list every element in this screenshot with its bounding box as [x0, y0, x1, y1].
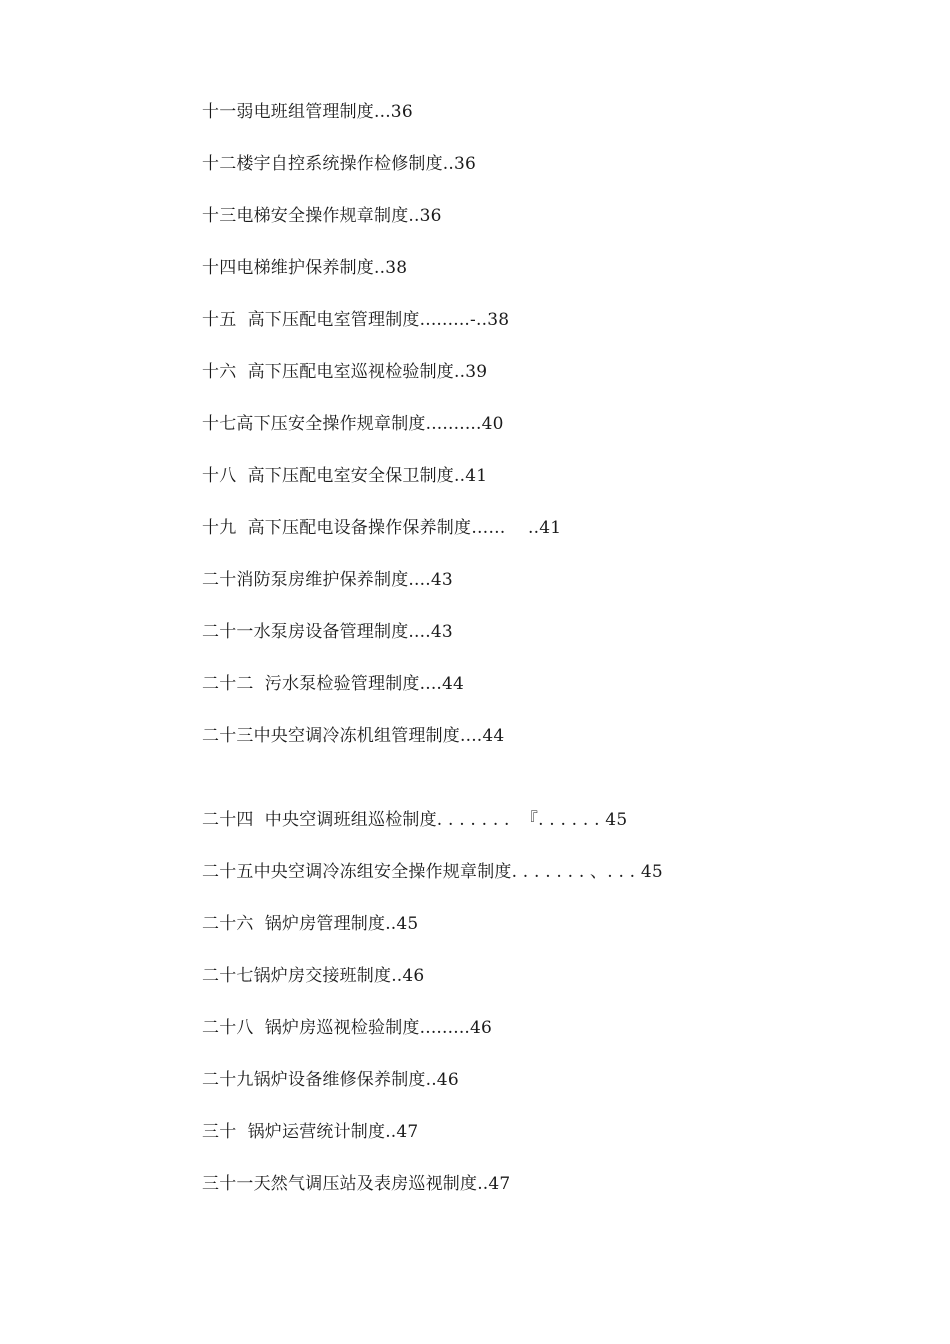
toc-entry: 三十一天然气调压站及表房巡视制度..47 [202, 1174, 511, 1194]
toc-entry: 十九 高下压配电设备操作保养制度…… ..41 [202, 518, 562, 538]
toc-entry: 二十四 中央空调班组巡检制度. . . . . . . 『. . . . . . 45 [202, 810, 628, 830]
toc-entry: 二十八 锅炉房巡视检验制度.........46 [202, 1018, 493, 1038]
table-of-contents [202, 96, 902, 1220]
toc-entry: 十四电梯维护保养制度..38 [202, 258, 408, 278]
toc-entry: 三十 锅炉运营统计制度..47 [202, 1122, 419, 1142]
toc-entry: 二十消防泵房维护保养制度....43 [202, 570, 453, 590]
toc-entry: 二十一水泵房设备管理制度....43 [202, 622, 453, 642]
toc-entry: 十二楼宇自控系统操作检修制度..36 [202, 154, 477, 174]
toc-entry: 二十九锅炉设备维修保养制度..46 [202, 1070, 459, 1090]
toc-entry: 二十五中央空调冷冻组安全操作规章制度. . . . . . . 、. . . 45 [202, 862, 663, 882]
toc-entry: 二十七锅炉房交接班制度..46 [202, 966, 425, 986]
toc-entry: 二十六 锅炉房管理制度..45 [202, 914, 419, 934]
toc-entry: 十六 高下压配电室巡视检验制度..39 [202, 362, 488, 382]
toc-entry: 十三电梯安全操作规章制度..36 [202, 206, 442, 226]
toc-entry: 十七高下压安全操作规章制度..........40 [202, 414, 504, 434]
toc-entry: 十八 高下压配电室安全保卫制度..41 [202, 466, 488, 486]
toc-entry: 二十三中央空调冷冻机组管理制度....44 [202, 726, 505, 746]
toc-entry: 二十二 污水泵检验管理制度....44 [202, 674, 465, 694]
toc-entry: 十五 高下压配电室管理制度.........-..38 [202, 310, 510, 330]
toc-entry: 十一弱电班组管理制度...36 [202, 102, 413, 122]
